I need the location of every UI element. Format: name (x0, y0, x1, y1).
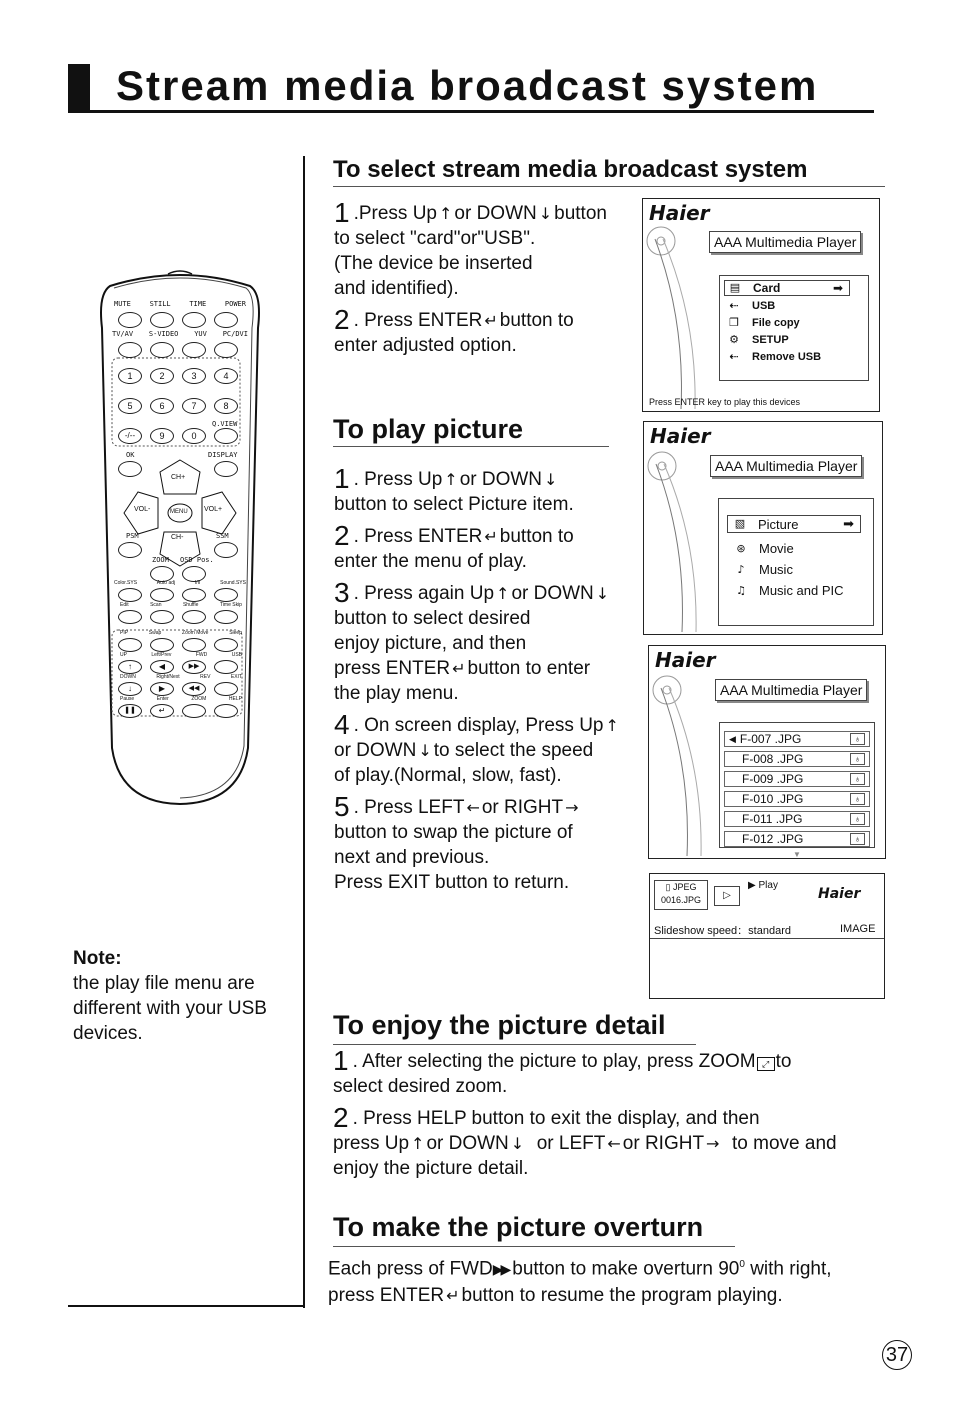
screen-footer-hint: Press ENTER key to play this devices (649, 397, 801, 407)
enter-icon: ↵ (484, 527, 498, 546)
remote-label-display: DISPLAY (208, 451, 238, 459)
disc-swoosh-icon (651, 646, 711, 856)
file-thumb-icon: ♁ (850, 773, 865, 785)
enter-icon: ↵ (452, 659, 466, 678)
file-thumb-icon: ♁ (850, 753, 865, 765)
disc-swoosh-icon (646, 422, 706, 632)
movie-icon: ⊛ (736, 541, 746, 555)
remote-label-power: POWER (224, 300, 246, 308)
right-arrow-icon: → (706, 1134, 720, 1153)
up-arrow-icon: ↑ (439, 204, 453, 223)
remote-label-zoommove: Zoom Move (182, 630, 209, 636)
remote-zoom2-button[interactable] (182, 704, 206, 718)
slideshow-icon[interactable]: ▷ (714, 886, 740, 906)
remote-rev-button[interactable]: ◀◀ (182, 682, 206, 696)
menu-item-music[interactable]: ♪ Music (733, 562, 873, 577)
remote-label-psm: PSM (126, 532, 139, 540)
file-row[interactable]: F-008 .JPG ♁ (724, 751, 870, 767)
haier-logo: Haier (818, 886, 861, 902)
remote-label-leftprev: Left/Prev (151, 652, 172, 658)
remote-yuv-button[interactable] (182, 342, 206, 358)
card-icon: ▤ (729, 281, 741, 294)
remote-sleep-button[interactable] (214, 638, 238, 652)
bottom-divider (68, 1305, 305, 1307)
enter-icon: ↵ (446, 1286, 460, 1306)
remote-digit-3[interactable]: 3 (182, 368, 206, 384)
remote-label-colorsys: Color.SYS (114, 580, 138, 586)
remote-leftprev-button[interactable]: ◀ (150, 660, 174, 674)
section-rule (333, 1044, 696, 1045)
remote-label-scan: Scan (150, 602, 162, 608)
vertical-divider (303, 156, 305, 1308)
remote-scan-button[interactable] (150, 610, 174, 624)
music-icon: ♪ (737, 562, 745, 576)
file-row[interactable]: F-010 .JPG ♁ (724, 791, 870, 807)
menu-item-remove-usb[interactable]: ⇠ Remove USB (726, 351, 868, 363)
note-title: Note: (73, 948, 122, 969)
usb-icon: ⇠ (729, 350, 739, 363)
left-arrow-icon: ← (466, 798, 480, 817)
menu-item-picture[interactable]: ▧ Picture ➡ (727, 515, 861, 533)
fwd-icon: ▶▶ (492, 1262, 509, 1279)
remote-digit-2[interactable]: 2 (150, 368, 174, 384)
remote-edit-button[interactable] (118, 610, 142, 624)
remote-label-rev: REV (200, 674, 211, 680)
screen-file-list (648, 645, 886, 859)
speaker-icon: ◀ (729, 733, 736, 744)
remote-enter-button[interactable]: ↵ (150, 704, 174, 718)
remote-label-enter: Enter (156, 696, 169, 702)
down-arrow-icon: ↓ (595, 584, 610, 603)
file-row[interactable]: ◀ F-007 .JPG ♁ (724, 731, 870, 747)
remote-time-button[interactable] (182, 312, 206, 328)
remote-label-ok: OK (126, 451, 135, 459)
step-number: 2 (334, 304, 350, 335)
remote-label-time: TIME (189, 300, 207, 308)
file-row[interactable]: F-011 .JPG ♁ (724, 811, 870, 827)
remote-dash-button[interactable]: -/-- (118, 428, 142, 444)
remote-label-down: DOWN (120, 674, 136, 680)
remote-label-chdown: CH- (171, 534, 184, 541)
disc-swoosh-icon (645, 199, 705, 409)
remote-up-button[interactable]: ↑ (118, 660, 142, 674)
remote-svideo-button[interactable] (150, 342, 174, 358)
menu-item-setup[interactable]: ⚙ SETUP (726, 334, 868, 346)
section-rule (333, 186, 885, 187)
remote-label-edit: Edit (120, 602, 129, 608)
haier-logo: Haier (655, 648, 716, 672)
file-copy-icon: ❐ (729, 316, 739, 329)
remote-label-ssm: SSM (216, 532, 229, 540)
screen-device-select (642, 198, 880, 412)
file-thumb-icon: ♁ (850, 833, 865, 845)
arrow-right-icon: ➡ (843, 516, 854, 531)
slideshow-speed: Slideshow speed：standard (654, 925, 791, 937)
down-arrow-icon: ↓ (510, 1134, 525, 1153)
detail-steps: 1 . After selecting the picture to play, press ZOOM ⤢ to select desired zoom. 2 . Press HELP button to exit the display, and then press Up ↑ or DOWN ↓ or LEFT ← or RIGHT → to move and enjoy the picture detail. (333, 1045, 837, 1179)
file-row[interactable]: F-009 .JPG ♁ (724, 771, 870, 787)
screen-media-type (643, 421, 883, 635)
note-block (73, 946, 298, 1046)
remote-soundsys-button[interactable] (214, 588, 238, 602)
up-arrow-icon: ↑ (444, 470, 458, 489)
up-arrow-icon: ↑ (411, 1134, 425, 1153)
zoom-icon: ⤢ (757, 1057, 775, 1071)
remote-digit-7[interactable]: 7 (182, 398, 206, 414)
remote-label-zoom: ZOOM (152, 556, 169, 564)
remote-down-button[interactable]: ↓ (118, 682, 142, 696)
remote-label-sleep: Sleep (229, 630, 242, 636)
mode-label: IMAGE (840, 923, 876, 935)
remote-control (90, 268, 270, 808)
remote-label-rightnext: Right/Next (156, 674, 180, 680)
screen-slideshow (649, 873, 885, 999)
remote-label-i-ii: I/II (194, 580, 201, 586)
down-arrow-icon: ↓ (544, 470, 558, 489)
menu-item-movie[interactable]: ⊛ Movie (733, 541, 873, 556)
title-bar-decoration (68, 64, 90, 112)
remote-zoommove-button[interactable] (182, 638, 206, 652)
remote-pcdvi-button[interactable] (214, 342, 238, 358)
remote-qview-button[interactable] (214, 428, 238, 444)
section-title-detail: To enjoy the picture detail (333, 1010, 666, 1040)
remote-exit-button[interactable] (214, 682, 238, 696)
play-steps: 1 . Press Up ↑ or DOWN ↓ button to select Picture item. 2 . Press ENTER ↵ button to enter the menu of play. 3 . Press again Up ↑ or DOWN ↓ button to select desired enjoy picture, and then press ENTER ↵ button to enter the play menu. 4 . On screen display, Press Up ↑ or DOWN ↓ to select the speed of play.(Normal, slow, fast). 5 . Press LEFT ← or RIGHT → button to swap the picture of next and previous. Press EXIT button to return. (334, 463, 619, 893)
remote-mute-button[interactable] (118, 312, 142, 328)
remote-fwd-button[interactable]: ▶▶ (182, 660, 206, 674)
menu-item-music-pic[interactable]: ♫ Music and PIC (733, 583, 873, 598)
title-rule (68, 110, 874, 113)
remote-colorsys-button[interactable] (118, 588, 142, 602)
file-row[interactable]: F-012 .JPG ♁ (724, 831, 870, 847)
down-arrow-icon: ↓ (538, 204, 553, 223)
picture-icon: ▧ (734, 517, 746, 530)
remote-label-mute: MUTE (114, 300, 131, 308)
remote-label-up: UP (120, 652, 127, 658)
section-rule (333, 446, 609, 447)
remote-i-ii-button[interactable] (182, 588, 206, 602)
remote-label-soundsys: Sound.SYS (220, 580, 246, 586)
remote-rightnext-button[interactable]: ▶ (150, 682, 174, 696)
remote-pause-button[interactable]: ❚❚ (118, 704, 142, 718)
step-number: 1 (334, 197, 350, 228)
remote-power-button[interactable] (214, 312, 238, 328)
page-number: 37 (882, 1340, 912, 1370)
remote-still-button[interactable] (150, 312, 174, 328)
remote-label-svideo: S-VIDEO (148, 330, 179, 338)
select-steps: 1 .Press Up ↑ or DOWN ↓ button to select "card"or"USB". (The device be inserted and identified). 2 . Press ENTER ↵ button to enter adjusted option. (334, 197, 607, 356)
remote-label-yuv: YUV (194, 330, 207, 338)
enter-icon: ↵ (484, 311, 498, 330)
file-info-box: ▯ JPEG 0016.JPG (654, 880, 708, 910)
left-arrow-icon: ← (607, 1134, 621, 1153)
remote-label-tvav: TV/AV (112, 330, 134, 338)
remote-label-osdpos: OSD Pos. (180, 556, 214, 564)
remote-usb-button[interactable] (214, 660, 238, 674)
player-label: AAA Multimedia Player (710, 455, 862, 477)
remote-shuffle-button[interactable] (182, 610, 206, 624)
remote-digit-0[interactable]: 0 (182, 428, 206, 444)
remote-digit-1[interactable]: 1 (118, 368, 142, 384)
remote-digit-6[interactable]: 6 (150, 398, 174, 414)
remote-digit-4[interactable]: 4 (214, 368, 238, 384)
remote-timeskip-button[interactable] (214, 610, 238, 624)
device-menu (719, 275, 869, 381)
menu-item-card[interactable]: ▤ Card ➡ (724, 280, 850, 296)
menu-item-filecopy[interactable]: ❐ File copy (726, 317, 868, 329)
note-line: devices. (73, 1023, 143, 1044)
remote-label-pip: PIP (120, 630, 129, 636)
remote-label-exit: EXIT (230, 674, 242, 680)
player-label: AAA Multimedia Player (715, 679, 867, 701)
note-line: different with your USB (73, 998, 267, 1019)
remote-label-swap: Swap (148, 630, 162, 636)
usb-icon: ⇠ (729, 299, 739, 312)
remote-digit-9[interactable]: 9 (150, 428, 174, 444)
remote-digit-8[interactable]: 8 (214, 398, 238, 414)
remote-label-timeskip: Time Skip (219, 602, 242, 608)
remote-label-volp: VOL+ (204, 506, 223, 513)
remote-label-pause: Pause (120, 696, 135, 702)
screen-divider (650, 938, 884, 939)
remote-ssm-button[interactable] (214, 542, 238, 558)
remote-label-help: HELP (228, 696, 242, 702)
note-line: the play file menu are (73, 973, 255, 994)
file-thumb-icon: ♁ (850, 793, 865, 805)
haier-logo: Haier (650, 424, 711, 448)
up-arrow-icon: ↑ (496, 584, 510, 603)
player-label: AAA Multimedia Player (709, 231, 861, 253)
page-title: Stream media broadcast system (116, 62, 819, 109)
file-thumb-icon: ♁ (850, 733, 865, 745)
arrow-right-icon: ➡ (832, 281, 843, 295)
remote-label-qview: Q.VIEW (212, 420, 238, 428)
menu-item-usb[interactable]: ⇠ USB (726, 300, 868, 312)
remote-label-shuffle: Shuffle (182, 602, 199, 608)
play-icon: ▶ (748, 880, 756, 891)
play-indicator: ▶ Play (748, 880, 778, 891)
section-title-overturn: To make the picture overturn (333, 1212, 704, 1242)
remote-swap-button[interactable] (150, 638, 174, 652)
scroll-down-icon[interactable]: ▼ (793, 850, 801, 859)
section-rule (333, 1246, 735, 1247)
remote-label-volm: VOL- (134, 506, 151, 513)
music-pic-icon: ♫ (736, 583, 746, 597)
remote-label-fwd: FWD (195, 652, 208, 658)
section-title-select: To select stream media broadcast system (333, 156, 808, 183)
remote-label-chup: CH+ (171, 474, 186, 481)
remote-autoadj-button[interactable] (150, 588, 174, 602)
file-list-panel (719, 722, 875, 859)
right-arrow-icon: → (565, 798, 579, 817)
media-type-menu (718, 498, 874, 626)
file-thumb-icon: ♁ (850, 813, 865, 825)
overturn-text: Each press of FWD▶▶ button to make overturn $90^0$ with right, press ENTER ↵ button to resume the program playing. (328, 1258, 832, 1307)
remote-digit-5[interactable]: 5 (118, 398, 142, 414)
remote-psm-button[interactable] (118, 542, 142, 558)
file-icon: ▯ (665, 882, 671, 892)
remote-label-still: STILL (149, 300, 171, 308)
down-arrow-icon: ↓ (418, 741, 432, 760)
remote-label-autoadj: Auto adj (156, 580, 176, 586)
remote-tvav-button[interactable] (118, 342, 142, 358)
remote-label-pcdvi: PC/DVI (222, 330, 248, 338)
remote-label-zoom2: ZOOM (191, 696, 207, 702)
setup-icon: ⚙ (729, 333, 739, 346)
remote-pip-button[interactable] (118, 638, 142, 652)
section-title-play: To play picture (333, 414, 524, 444)
haier-logo: Haier (649, 201, 710, 225)
remote-help-button[interactable] (214, 704, 238, 718)
remote-label-usb: USB (231, 652, 242, 658)
up-arrow-icon: ↑ (605, 716, 619, 735)
remote-label-menu: MENU (170, 509, 188, 515)
